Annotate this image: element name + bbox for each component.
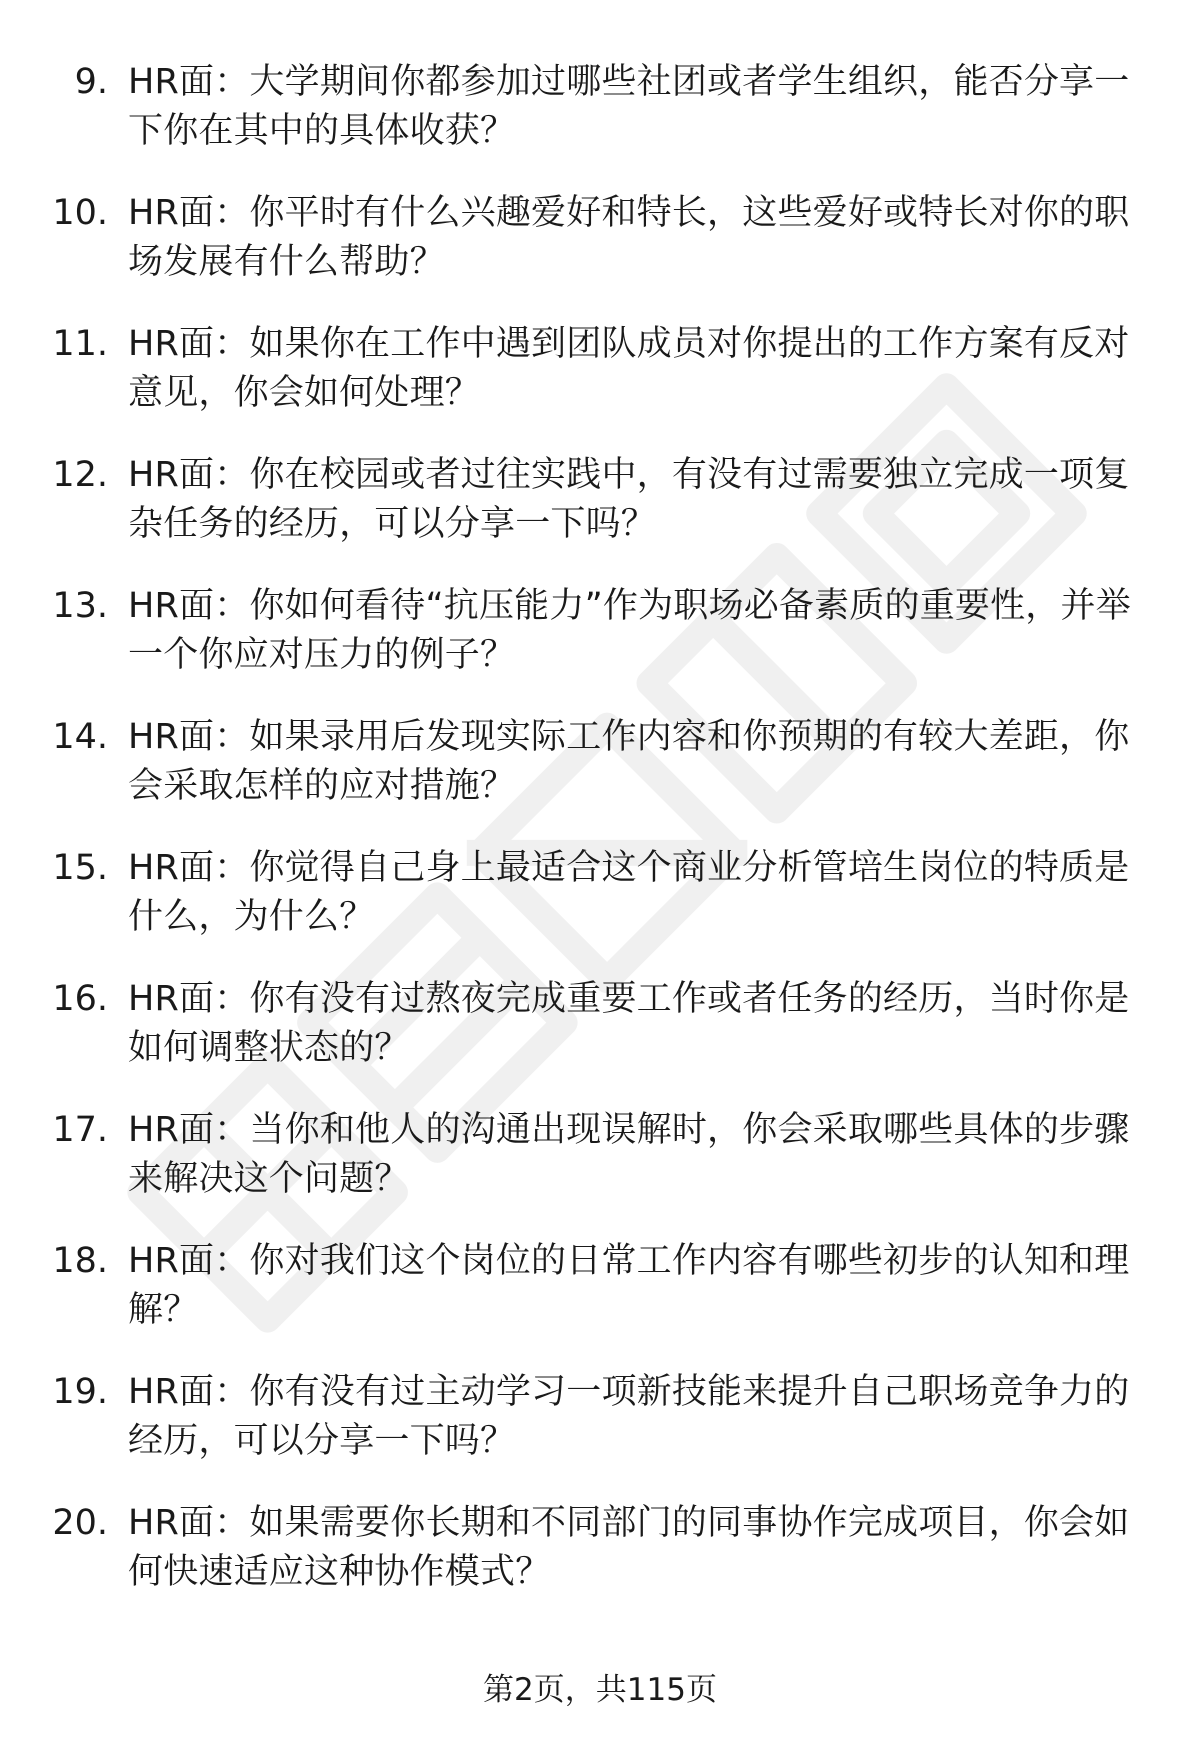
question-text: HR面：你觉得自己身上最适合这个商业分析管培生岗位的特质是什么，为什么？: [128, 848, 1130, 937]
question-text: HR面：如果需要你长期和不同部门的同事协作完成项目，你会如何快速适应这种协作模式？: [128, 1503, 1130, 1592]
question-number: 12.: [52, 455, 108, 495]
question-text: HR面：你有没有过主动学习一项新技能来提升自己职场竞争力的经历，可以分享一下吗？: [128, 1372, 1130, 1461]
question-text: HR面：如果你在工作中遇到团队成员对你提出的工作方案有反对意见，你会如何处理？: [128, 324, 1130, 413]
list-item: [0, 1237, 1200, 1368]
list-item: [0, 58, 1200, 189]
question-number: 16.: [52, 979, 108, 1019]
list-item: [0, 1499, 1200, 1630]
list-item: [0, 844, 1200, 975]
question-text: HR面：如果录用后发现实际工作内容和你预期的有较大差距，你会采取怎样的应对措施？: [128, 717, 1130, 806]
question-number: 11.: [52, 324, 108, 364]
list-item: [0, 320, 1200, 451]
list-item: [0, 451, 1200, 582]
question-number: 9.: [74, 62, 108, 102]
question-text: HR面：你有没有过熬夜完成重要工作或者任务的经历，当时你是如何调整状态的？: [128, 979, 1130, 1068]
question-number: 18.: [52, 1241, 108, 1281]
question-text: HR面：当你和他人的沟通出现误解时，你会采取哪些具体的步骤来解决这个问题？: [128, 1110, 1130, 1199]
question-number: 15.: [52, 848, 108, 888]
question-number: 14.: [52, 717, 108, 757]
question-text: HR面：你在校园或者过往实践中，有没有过需要独立完成一项复杂任务的经历，可以分享一下吗？: [128, 455, 1130, 544]
page-footer: 第2页，共115页: [483, 1672, 717, 1708]
list-item: [0, 189, 1200, 320]
list-item: [0, 1368, 1200, 1499]
question-number: 13.: [52, 586, 108, 626]
question-number: 10.: [52, 193, 108, 233]
list-item: [0, 1106, 1200, 1237]
question-number: 19.: [52, 1372, 108, 1412]
list-item: [0, 713, 1200, 844]
question-text: HR面：大学期间你都参加过哪些社团或者学生组织，能否分享一下你在其中的具体收获？: [128, 62, 1130, 151]
question-text: HR面：你对我们这个岗位的日常工作内容有哪些初步的认知和理解？: [128, 1241, 1130, 1330]
question-text: HR面：你平时有什么兴趣爱好和特长，这些爱好或特长对你的职场发展有什么帮助？: [128, 193, 1130, 282]
question-number: 17.: [52, 1110, 108, 1150]
question-number: 20.: [52, 1503, 108, 1543]
list-item: [0, 582, 1200, 713]
list-item: [0, 975, 1200, 1106]
question-list: [0, 58, 1200, 1630]
question-text: HR面：你如何看待“抗压能力”作为职场必备素质的重要性，并举一个你应对压力的例子？: [128, 586, 1131, 675]
